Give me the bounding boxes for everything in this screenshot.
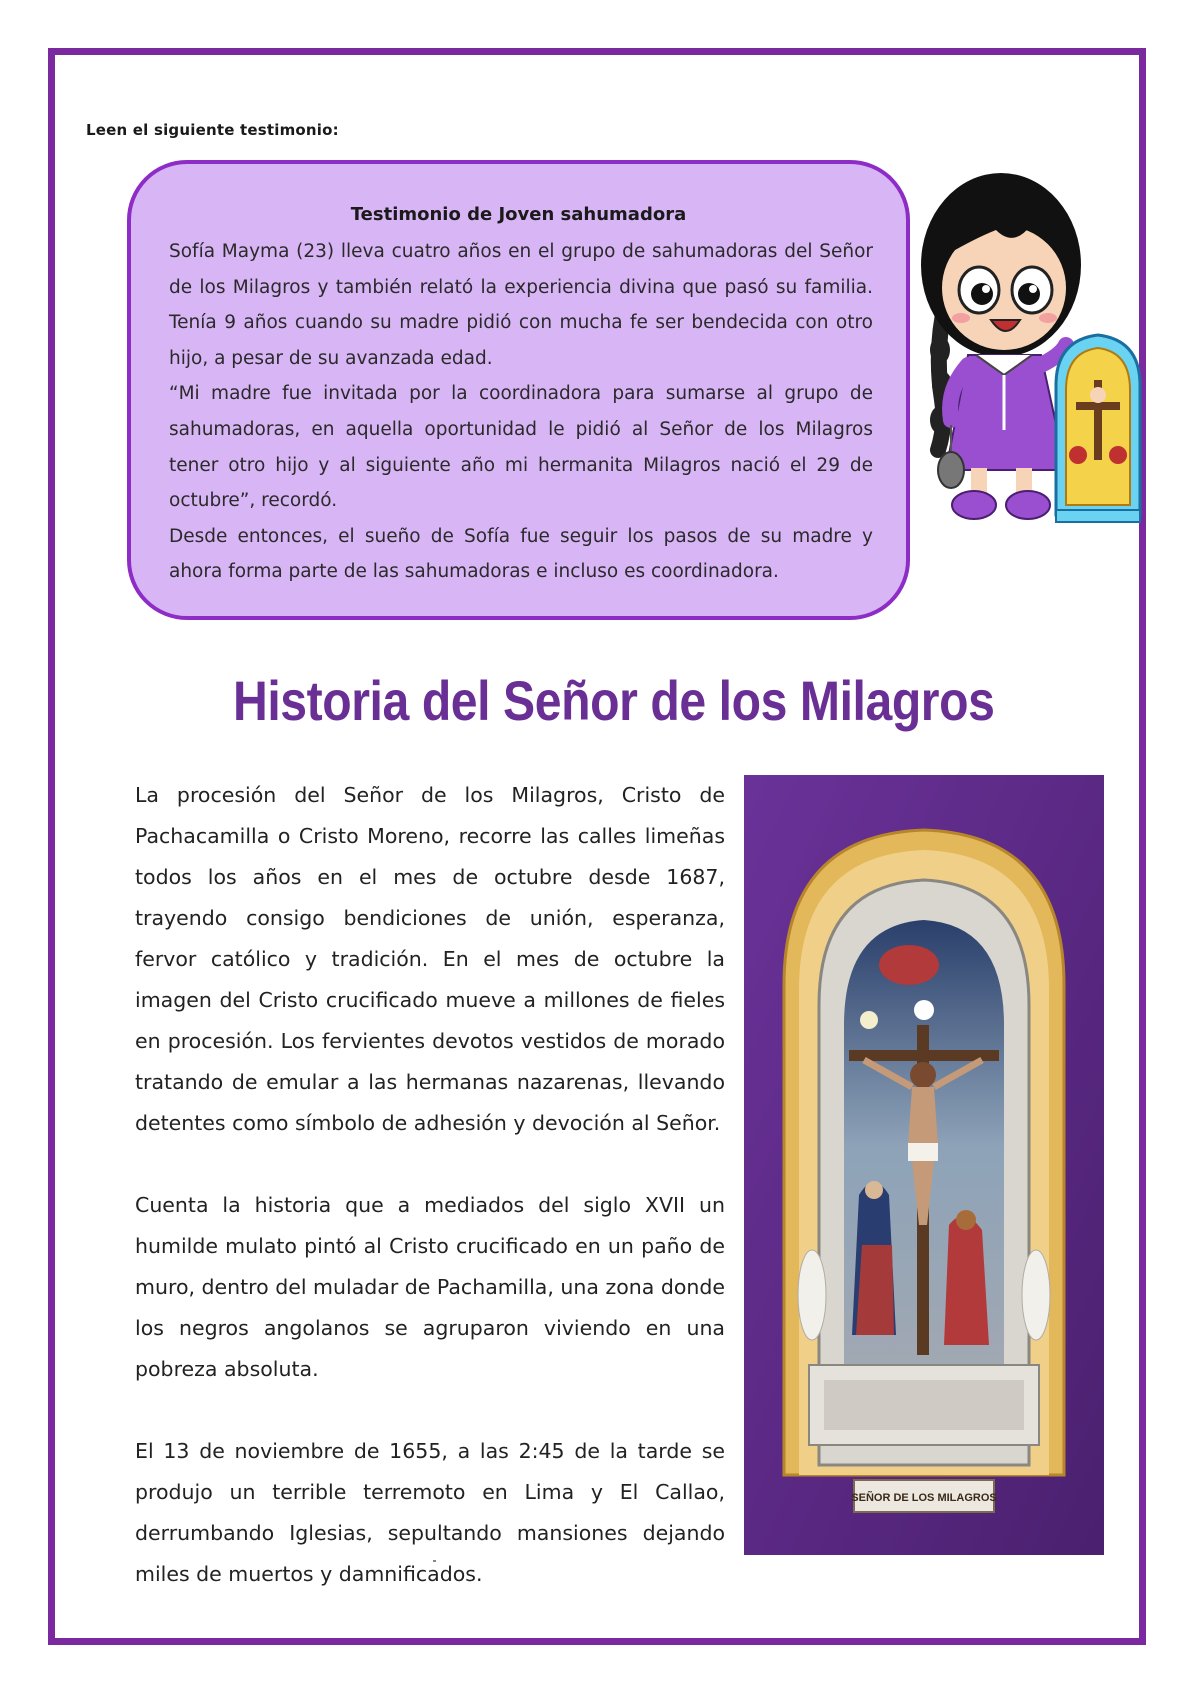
history-paragraph: El 13 de noviembre de 1655, a las 2:45 de la tarde se produjo un terrible terremoto en Lima y El Callao, derrumbando Iglesias, sepultando mansiones dejando miles de muertos y damnificados.: [135, 1439, 725, 1586]
stray-mark: [433, 1560, 436, 1562]
testimonio-paragraph: Sofía Mayma (23) lleva cuatro años en el grupo de sahumadoras del Señor de los Milagros y también relató la experiencia divina que pasó su familia. Tenía 9 años cuando su madre pidió con mucha fe ser bendecida con otro hijo, a pesar de su avanzada edad.: [169, 241, 873, 369]
sahumadora-girl-illustration: [916, 170, 1146, 545]
testimonio-paragraph: “Mi madre fue invitada por la coordinadora para sumarse al grupo de sahumadoras, en aquella oportunidad le pidió al Señor de los Milagros tener otro hijo y al siguiente año mi hermanita Milagros nació el 29 de octubre”, recordó.: [169, 383, 873, 512]
testimonio-box: [127, 160, 910, 620]
history-text: [135, 775, 725, 1636]
testimonio-body: [169, 234, 873, 590]
senor-de-los-milagros-image: [744, 775, 1104, 1555]
image-caption: SEÑOR DE LOS MILAGROS: [851, 1492, 997, 1504]
history-paragraph: La procesión del Señor de los Milagros, Cristo de Pachacamilla o Cristo Moreno, recorre las calles limeñas todos los años en el mes de octubre desde 1687, trayendo consigo bendiciones de unión, esperanza, fervor católico y tradición. En el mes de octubre la imagen del Cristo crucificado mueve a millones de fieles en procesión. Los fervientes devotos vestidos de morado tratando de emular a las hermanas nazarenas, llevando detentes como símbolo de adhesión y devoción al Señor.: [135, 783, 725, 1135]
testimonio-title: Testimonio de Joven sahumadora: [350, 204, 687, 225]
history-paragraph: Cuenta la historia que a mediados del siglo XVII un humilde mulato pintó al Cristo crucificado en un paño de muro, dentro del muladar de Pachamilla, una zona donde los negros angolanos se agruparon viviendo en una pobreza absoluta.: [135, 1193, 726, 1381]
section-title: Historia del Señor de los Milagros: [233, 669, 995, 732]
testimonio-paragraph: Desde entonces, el sueño de Sofía fue seguir los pasos de su madre y ahora forma parte de las sahumadoras e incluso es coordinadora.: [169, 525, 873, 583]
intro-instruction: Leen el siguiente testimonio:: [86, 121, 339, 139]
